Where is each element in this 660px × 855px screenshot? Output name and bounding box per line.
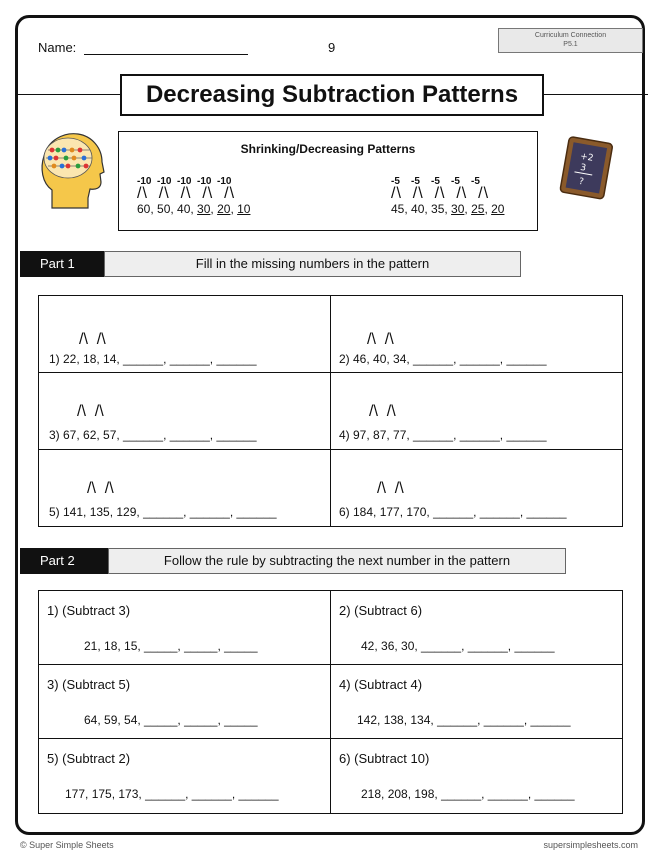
- part1-item-4-arcs: /\ /\: [369, 403, 396, 420]
- part1-item-2: [331, 296, 623, 373]
- part2-item-2-rule: 2) (Subtract 6): [339, 603, 423, 618]
- example-right-arcs: /\ /\ /\ /\ /\: [391, 185, 490, 202]
- example-right-sequence: 45, 40, 35, 30, 25, 20: [391, 202, 505, 216]
- chalkboard-icon: [558, 130, 616, 210]
- example-box: [118, 131, 538, 231]
- example-right-ans-3: 20: [491, 202, 505, 216]
- curriculum-label: Curriculum Connection: [534, 32, 607, 39]
- curriculum-code: P5.1: [563, 41, 578, 48]
- part1-grid: [38, 295, 623, 527]
- example-left-seq-given: 60, 50, 40,: [137, 202, 198, 216]
- part2-item-5-rule: 5) (Subtract 2): [47, 751, 131, 766]
- name-field[interactable]: [38, 40, 248, 55]
- example-left-arcs: /\ /\ /\ /\ /\: [137, 185, 236, 202]
- part2-item-4-rule: 4) (Subtract 4): [339, 677, 423, 692]
- part2-item-6: [331, 739, 623, 814]
- part1-item-4-text[interactable]: 4) 97, 87, 77, ______, ______, ______: [339, 428, 547, 442]
- part2-item-5: [39, 739, 331, 814]
- worksheet-border: [15, 15, 645, 835]
- example-left-ans-1: 30: [197, 202, 211, 216]
- part2-item-1: [39, 591, 331, 665]
- example-title: Shrinking/Decreasing Patterns: [240, 142, 416, 156]
- part1-item-1-arcs: /\ /\: [79, 331, 106, 348]
- curriculum-connection-badge: [498, 28, 643, 53]
- example-right: [391, 176, 504, 216]
- name-label: Name:: [38, 40, 77, 55]
- part2-item-1-sequence[interactable]: 21, 18, 15, _____, _____, _____: [84, 639, 258, 653]
- part2-item-1-rule: 1) (Subtract 3): [47, 603, 131, 618]
- part2-item-5-sequence[interactable]: 177, 175, 173, ______, ______, ______: [65, 787, 279, 801]
- example-right-seq-given: 45, 40, 35,: [391, 202, 452, 216]
- part1-item-5-arcs: /\ /\: [87, 480, 114, 497]
- footer-website[interactable]: supersimplesheets.com: [543, 840, 638, 850]
- example-right-ops: -5 -5 -5 -5 -5: [391, 176, 480, 187]
- part1-item-2-text[interactable]: 2) 46, 40, 34, ______, ______, ______: [339, 352, 547, 366]
- part2-item-4: [331, 665, 623, 739]
- part1-label: Part 1: [20, 251, 104, 277]
- part1-item-3-arcs: /\ /\: [77, 403, 104, 420]
- part2-instruction: Follow the rule by subtracting the next number in the pattern: [108, 548, 566, 574]
- part2-item-3: [39, 665, 331, 739]
- example-right-ans-2: 25: [471, 202, 485, 216]
- part2-item-3-sequence[interactable]: 64, 59, 54, _____, _____, _____: [84, 713, 258, 727]
- part1-item-4: [331, 373, 623, 450]
- example-left-sequence: 60, 50, 40, 30, 20, 10: [137, 202, 251, 216]
- name-line[interactable]: [84, 43, 248, 55]
- part2-grid: [38, 590, 623, 814]
- part2-item-2: [331, 591, 623, 665]
- svg-text:?: ?: [577, 176, 585, 188]
- footer-copyright: © Super Simple Sheets: [20, 840, 114, 850]
- part1-instruction: Fill in the missing numbers in the pattern: [104, 251, 521, 277]
- svg-text:3: 3: [579, 162, 587, 174]
- svg-text:+2: +2: [579, 151, 595, 164]
- part2-item-2-sequence[interactable]: 42, 36, 30, ______, ______, ______: [361, 639, 555, 653]
- part2-item-6-rule: 6) (Subtract 10): [339, 751, 430, 766]
- part1-item-1-text[interactable]: 1) 22, 18, 14, ______, ______, ______: [49, 352, 257, 366]
- part1-item-3: [39, 373, 331, 450]
- part2-label: Part 2: [20, 548, 108, 574]
- example-left-ops: -10 -10 -10 -10 -10: [137, 176, 232, 187]
- page-title: Decreasing Subtraction Patterns: [120, 74, 544, 116]
- page-number: 9: [328, 40, 336, 55]
- part1-item-3-text[interactable]: 3) 67, 62, 57, ______, ______, ______: [49, 428, 257, 442]
- example-left: [137, 176, 250, 216]
- brain-head-icon: [38, 128, 108, 213]
- part1-item-5: [39, 450, 331, 527]
- part1-item-6-text[interactable]: 6) 184, 177, 170, ______, ______, ______: [339, 505, 567, 519]
- part1-item-2-arcs: /\ /\: [367, 331, 394, 348]
- part1-item-5-text[interactable]: 5) 141, 135, 129, ______, ______, ______: [49, 505, 277, 519]
- part1-item-6-arcs: /\ /\: [377, 480, 404, 497]
- part1-item-1: [39, 296, 331, 373]
- part2-item-6-sequence[interactable]: 218, 208, 198, ______, ______, ______: [361, 787, 575, 801]
- example-right-ans-1: 30: [451, 202, 465, 216]
- part2-item-3-rule: 3) (Subtract 5): [47, 677, 131, 692]
- example-left-ans-3: 10: [237, 202, 251, 216]
- example-left-ans-2: 20: [217, 202, 231, 216]
- part2-item-4-sequence[interactable]: 142, 138, 134, ______, ______, ______: [357, 713, 571, 727]
- part1-item-6: [331, 450, 623, 527]
